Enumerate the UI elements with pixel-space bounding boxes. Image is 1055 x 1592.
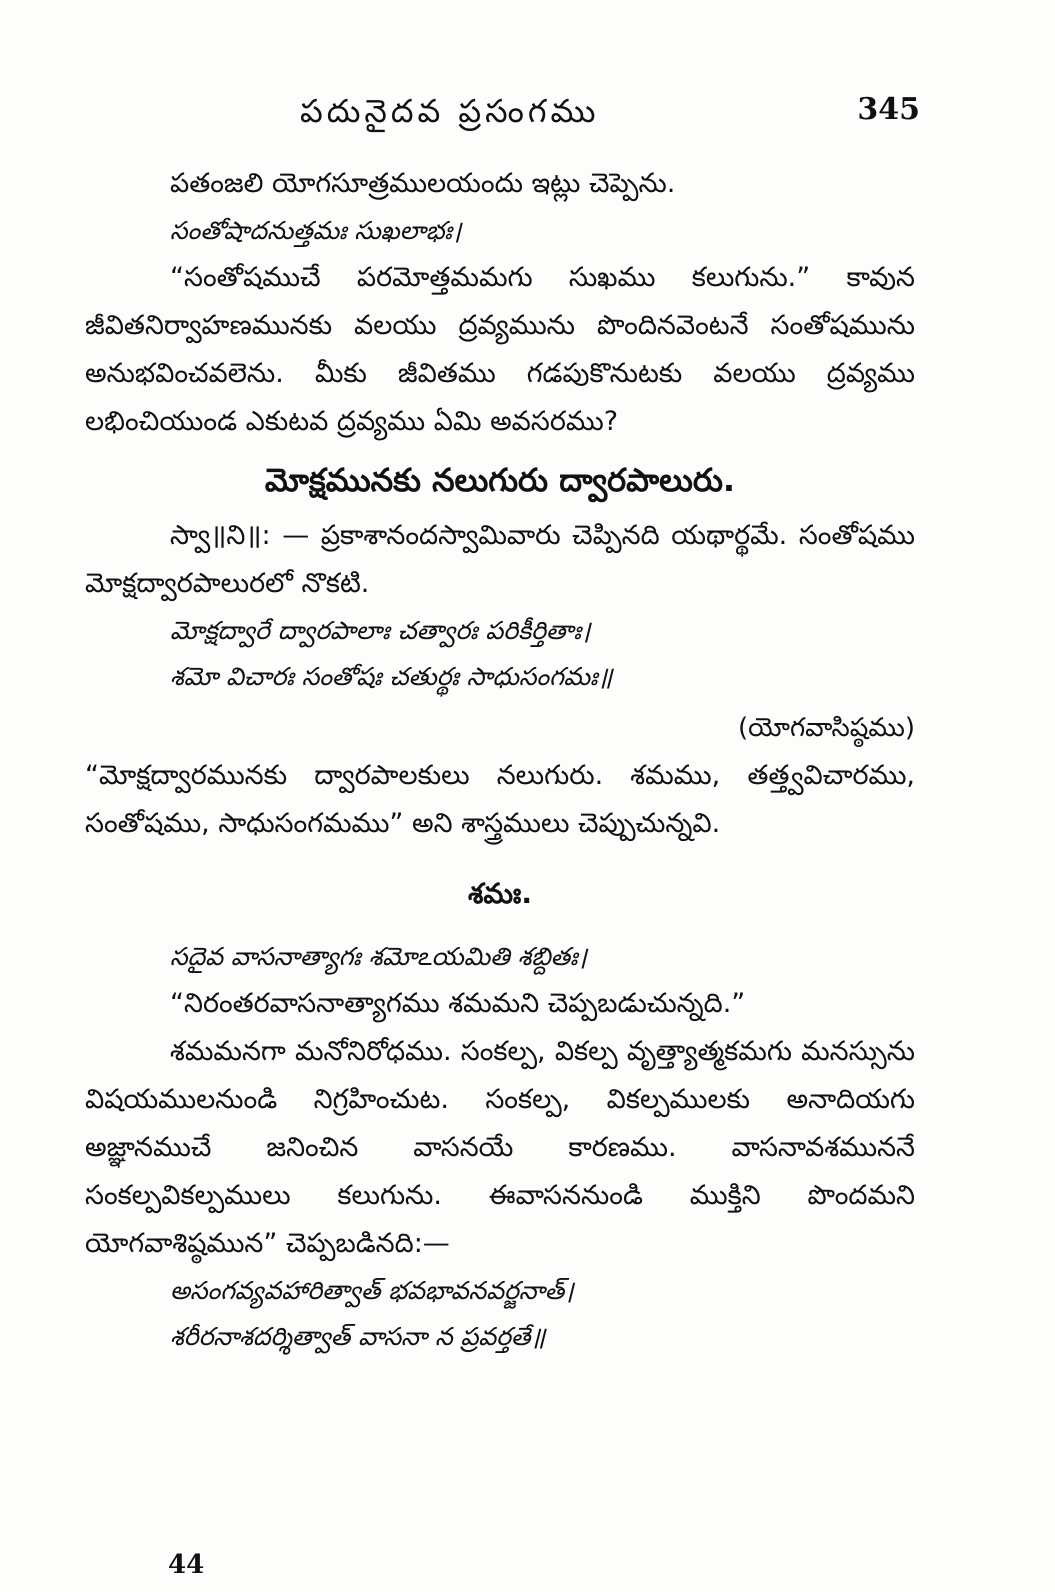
paragraph-patanjali: పతంజలి యోగసూత్రములయందు ఇట్లు చెప్పెను. — [170, 168, 676, 199]
sanskrit-verse: మోక్షద్వారే ద్వారపాలాః చత్వారః పరికీర్తితాః। — [170, 616, 591, 645]
running-title: పదునైదవ ప్రసంగము — [300, 92, 600, 130]
sanskrit-verse: శరీరనాశదర్శిత్వాత్ వాసనా న ప్రవర్తతే॥ — [170, 1322, 546, 1351]
sanskrit-verse: శమో విచారః సంతోషః చతుర్థః సాధుసంగమః॥ — [170, 662, 613, 691]
page-number: 345 — [857, 92, 920, 127]
paragraph-swami-reply: స్వా॥ని॥: — ప్రకాశానందస్వామివారు చెప్పినది యథార్థమే. సంతోషము మోక్షద్వారపాలురలో నొకటి. — [85, 520, 915, 599]
sanskrit-verse: సంతోషాదనుత్తమః సుఖలాభః। — [170, 216, 462, 245]
paragraph-shama-definition: “నిరంతరవాసనాత్యాగము శమమని చెప్పబడుచున్నది.” — [170, 988, 746, 1019]
verse-source: (యోగవాసిష్ఠము) — [738, 713, 915, 743]
page-header — [300, 92, 920, 142]
page-body — [85, 160, 915, 1360]
paragraph-gatekeepers: “మోక్షద్వారమునకు ద్వారపాలకులు నలుగురు. శమము, తత్త్వవిచారము, సంతోషము, సాధుసంగమము” అని శాస్త్రములు చెప్పుచున్నవి. — [85, 760, 915, 839]
section-heading-four-gatekeepers: మోక్షమునకు నలుగురు ద్వారపాలురు. — [264, 461, 736, 499]
sub-heading-shama: శమః. — [468, 877, 532, 910]
sanskrit-verse: సదైవ వాసనాత్యాగః శమోఽయమితి శబ్దితః। — [170, 942, 587, 971]
sanskrit-verse: అసంగవ్యవహారిత్వాత్ భవభావనవర్జనాత్। — [170, 1276, 574, 1305]
paragraph-shama-explanation: శమమనగా మనోనిరోధము. సంకల్ప, వికల్ప వృత్త్యాత్మకమగు మనస్సును విషయములనుండి నిగ్రహించుట. సంకల్ప, వికల్పములకు అనాదియగు అజ్ఞానముచే జనించిన వాసనయే కారణము. వాసనావశముననే సంకల్పవికల్పములు కలుగును. ఈవాసననుండి ముక్తిని పొందమని యోగవాశిష్ఠమున” చెప్పబడినది:— — [85, 1036, 915, 1259]
signature-mark: 44 — [168, 1550, 205, 1580]
paragraph-santosha: “సంతోషముచే పరమోత్తమమగు సుఖము కలుగును.” కావున జీవితనిర్వాహణమునకు వలయు ద్రవ్యమును పొందినవెంటనే సంతోషమును అనుభవించవలెను. మీకు జీవితము గడపుకొనుటకు వలయు ద్రవ్యము లభించియుండ ఎకుటవ ద్రవ్యము ఏమి అవసరము? — [85, 262, 915, 437]
